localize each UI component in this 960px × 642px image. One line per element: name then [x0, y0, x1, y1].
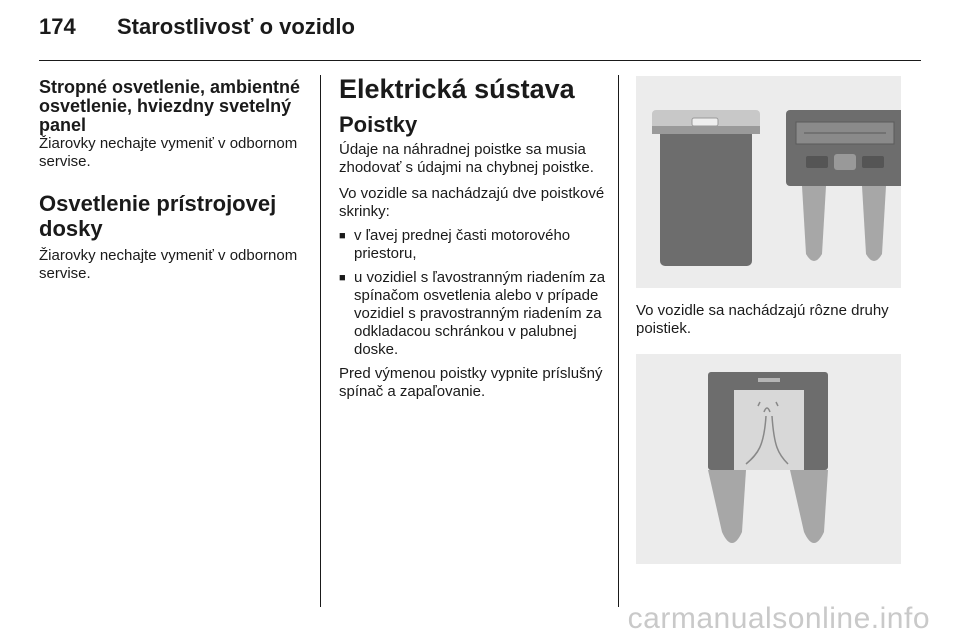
fuse-types-image — [636, 76, 901, 288]
watermark: carmanualsonline.info — [627, 602, 930, 635]
blade-fuse-body-icon — [786, 110, 901, 186]
figure-caption: Vo vozidle sa nachádzajú rôzne druhy poistiek. — [636, 302, 889, 337]
heading-ceiling-lights: Stropné osvetlenie, ambientné osvetlenie, hviezdny svetelný panel — [39, 77, 301, 135]
column-divider-left — [320, 75, 321, 607]
subsection-title-fuses: Poistky — [339, 112, 418, 137]
heading-instrument-panel: Osvetlenie prístrojovej dosky — [39, 191, 277, 241]
header-rule — [39, 60, 921, 61]
mini-fuse-window-icon — [734, 390, 804, 470]
blade-left-icon — [802, 186, 826, 261]
left-column — [39, 78, 309, 283]
fuse-box-list — [339, 227, 609, 359]
cartridge-fuse-body-icon — [660, 116, 752, 266]
text-ceiling-lights: Žiarovky nechajte vymeniť v odbornom servise. — [39, 135, 298, 170]
mini-fuse-illustration — [636, 354, 901, 564]
list-item: ■ v ľavej prednej časti motorového priestoru, — [339, 227, 609, 263]
paragraph-fuse-data: Údaje na náhradnej poistke sa musia zhodovať s údajmi na chybnej poistke. — [339, 141, 594, 176]
middle-column — [339, 74, 609, 401]
list-item: ■ u vozidiel s ľavostranným riadením za spínačom osvetlenia alebo v prípade vozidiel s pravostranným riadením za odkladacou schránkou v palubnej doske. — [339, 269, 609, 359]
column-divider-right — [618, 75, 619, 607]
mini-fuse-image — [636, 354, 901, 564]
blade-right-icon — [862, 186, 886, 261]
page-header — [39, 14, 355, 40]
paragraph-fuse-boxes: Vo vozidle sa nachádzajú dve poistkové skrinky: — [339, 185, 605, 220]
paragraph-before-replacing: Pred výmenou poistky vypnite príslušný spínač a zapaľovanie. — [339, 365, 603, 400]
page-number: 174 — [39, 14, 76, 39]
section-title: Starostlivosť o vozidlo — [117, 14, 355, 39]
text-instrument-panel: Žiarovky nechajte vymeniť v odbornom servise. — [39, 247, 298, 282]
chapter-title: Elektrická sústava — [339, 74, 575, 104]
fuse-types-illustration — [636, 76, 901, 288]
mini-blade-right-icon — [790, 470, 828, 543]
mini-blade-left-icon — [708, 470, 746, 543]
right-column — [636, 76, 901, 564]
